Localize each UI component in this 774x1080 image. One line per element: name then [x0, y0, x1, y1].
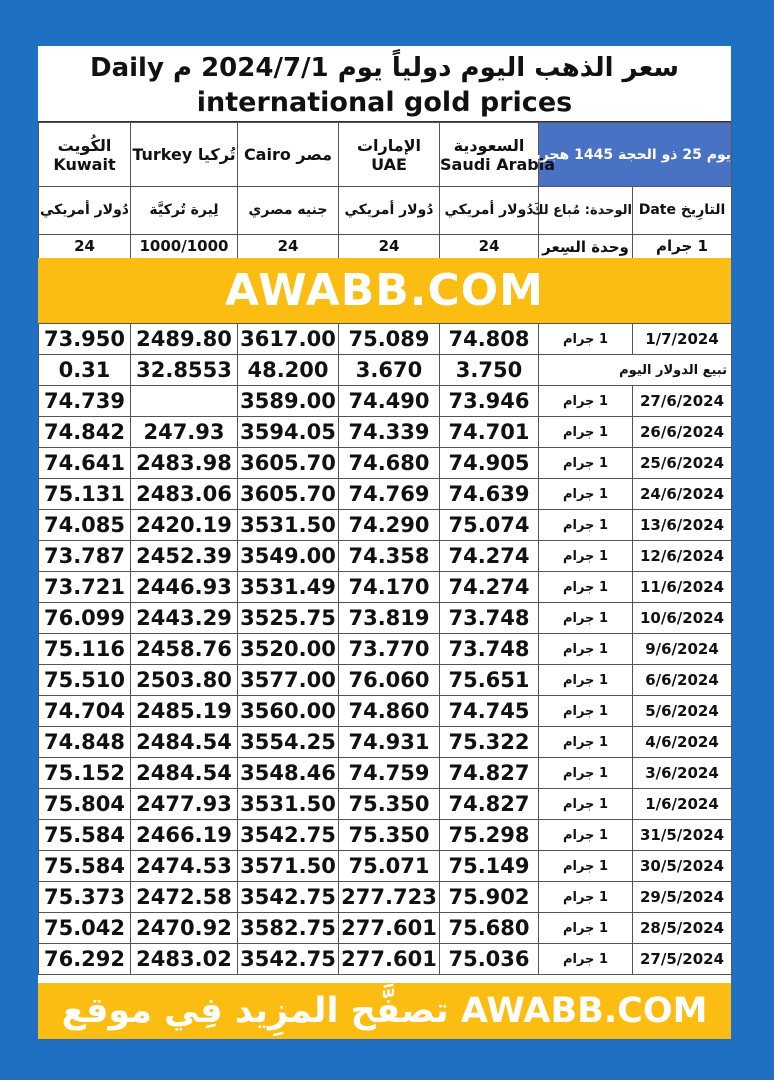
- price-turkey: 2472.58: [131, 882, 238, 913]
- price-saudi: 74.745: [440, 696, 539, 727]
- row-note: تبيع الدولار اليوم: [539, 355, 732, 386]
- price-turkey: 2489.80: [131, 324, 238, 355]
- price-uae: 75.350: [339, 820, 440, 851]
- row-unit: 1 جرام: [539, 448, 633, 479]
- row-date: 27/5/2024: [633, 944, 732, 975]
- price-uae: 73.819: [339, 603, 440, 634]
- row-unit: 1 جرام: [539, 634, 633, 665]
- row-unit: 1 جرام: [539, 944, 633, 975]
- price-saudi: 75.651: [440, 665, 539, 696]
- country-uae: الإمارات UAE: [339, 123, 440, 187]
- price-kuwait: 73.950: [39, 324, 131, 355]
- table-row: [39, 355, 732, 386]
- price-cairo: 48.200: [238, 355, 339, 386]
- karat-kuwait: 24: [39, 235, 131, 259]
- banner: AWABB.COM: [38, 258, 731, 323]
- price-cairo: 3548.46: [238, 758, 339, 789]
- karat-turkey: 1000/1000: [131, 235, 238, 259]
- price-kuwait: 75.510: [39, 665, 131, 696]
- country-cairo: Cairo مصر: [238, 123, 339, 187]
- price-uae: 277.601: [339, 913, 440, 944]
- price-cairo: 3589.00: [238, 386, 339, 417]
- price-turkey: 2484.54: [131, 758, 238, 789]
- price-saudi: 74.905: [440, 448, 539, 479]
- table-row: [39, 324, 732, 355]
- row-date: 28/5/2024: [633, 913, 732, 944]
- price-turkey: 2483.06: [131, 479, 238, 510]
- price-kuwait: 0.31: [39, 355, 131, 386]
- price-turkey: 2458.76: [131, 634, 238, 665]
- price-cairo: 3531.50: [238, 510, 339, 541]
- table-row: [39, 634, 732, 665]
- price-saudi: 74.808: [440, 324, 539, 355]
- price-cairo: 3605.70: [238, 448, 339, 479]
- row-unit: 1 جرام: [539, 665, 633, 696]
- price-turkey: 2420.19: [131, 510, 238, 541]
- row-unit: 1 جرام: [539, 758, 633, 789]
- price-kuwait: 73.787: [39, 541, 131, 572]
- table-row: [39, 448, 732, 479]
- price-kuwait: 75.804: [39, 789, 131, 820]
- row-date: 25/6/2024: [633, 448, 732, 479]
- price-saudi: 74.274: [440, 541, 539, 572]
- price-uae: 74.860: [339, 696, 440, 727]
- row-unit: 1 جرام: [539, 727, 633, 758]
- price-turkey: 2477.93: [131, 789, 238, 820]
- country-turkey: Turkey تُركيا: [131, 123, 238, 187]
- table-row: [39, 386, 732, 417]
- price-uae: 277.723: [339, 882, 440, 913]
- row-unit: 1 جرام: [539, 851, 633, 882]
- row-unit: 1 جرام: [539, 386, 633, 417]
- price-table: [38, 323, 732, 975]
- row-unit: 1 جرام: [539, 417, 633, 448]
- price-kuwait: 75.584: [39, 820, 131, 851]
- price-kuwait: 74.739: [39, 386, 131, 417]
- price-uae: 74.680: [339, 448, 440, 479]
- price-cairo: 3520.00: [238, 634, 339, 665]
- row-unit: 1 جرام: [539, 603, 633, 634]
- price-uae: 277.601: [339, 944, 440, 975]
- currency-kuwait: دُولار أمريكي: [39, 187, 131, 235]
- row-date: 5/6/2024: [633, 696, 732, 727]
- table-row: [39, 789, 732, 820]
- price-turkey: 2485.19: [131, 696, 238, 727]
- country-kuwait: الكُويت Kuwait: [39, 123, 131, 187]
- price-uae: 74.490: [339, 386, 440, 417]
- gram-label: 1 جرام: [633, 235, 732, 259]
- table-row: [39, 603, 732, 634]
- unit-label: الوحدة: مُباع لكَ: [539, 187, 633, 235]
- table-row: [39, 851, 732, 882]
- price-turkey: 2474.53: [131, 851, 238, 882]
- price-saudi: 73.946: [440, 386, 539, 417]
- price-uae: 75.350: [339, 789, 440, 820]
- row-date: 27/6/2024: [633, 386, 732, 417]
- price-uae: 74.931: [339, 727, 440, 758]
- footer-banner: AWABB.COM تصفَّح المزِيد فِي موقع: [38, 983, 731, 1039]
- price-turkey: 2466.19: [131, 820, 238, 851]
- price-cairo: 3617.00: [238, 324, 339, 355]
- row-unit: 1 جرام: [539, 324, 633, 355]
- price-kuwait: 75.042: [39, 913, 131, 944]
- table-row: [39, 510, 732, 541]
- price-cairo: 3571.50: [238, 851, 339, 882]
- table-row: [39, 882, 732, 913]
- row-date: 6/6/2024: [633, 665, 732, 696]
- row-date: 3/6/2024: [633, 758, 732, 789]
- row-unit: 1 جرام: [539, 913, 633, 944]
- price-turkey: 2483.98: [131, 448, 238, 479]
- price-saudi: 73.748: [440, 603, 539, 634]
- price-cairo: 3577.00: [238, 665, 339, 696]
- price-cairo: 3554.25: [238, 727, 339, 758]
- header-table: [38, 122, 732, 259]
- table-row: [39, 665, 732, 696]
- price-saudi: 74.827: [440, 758, 539, 789]
- currency-cairo: جنيه مصري: [238, 187, 339, 235]
- price-saudi: 75.680: [440, 913, 539, 944]
- price-saudi: 74.701: [440, 417, 539, 448]
- table-row: [39, 820, 732, 851]
- price-kuwait: 73.721: [39, 572, 131, 603]
- price-saudi: 75.298: [440, 820, 539, 851]
- price-turkey: [131, 386, 238, 417]
- row-date: 12/6/2024: [633, 541, 732, 572]
- price-uae: 75.089: [339, 324, 440, 355]
- price-kuwait: 74.085: [39, 510, 131, 541]
- price-kuwait: 74.842: [39, 417, 131, 448]
- price-turkey: 2452.39: [131, 541, 238, 572]
- price-saudi: 75.322: [440, 727, 539, 758]
- price-turkey: 247.93: [131, 417, 238, 448]
- row-date: 10/6/2024: [633, 603, 732, 634]
- currency-uae: دُولار أمريكي: [339, 187, 440, 235]
- price-cairo: 3605.70: [238, 479, 339, 510]
- row-date: 29/5/2024: [633, 882, 732, 913]
- row-date: 1/7/2024: [633, 324, 732, 355]
- price-saudi: 75.902: [440, 882, 539, 913]
- row-date: 11/6/2024: [633, 572, 732, 603]
- row-date: 4/6/2024: [633, 727, 732, 758]
- table-row: [39, 727, 732, 758]
- karat-saudi: 24: [440, 235, 539, 259]
- table-row: [39, 479, 732, 510]
- price-uae: 74.769: [339, 479, 440, 510]
- price-cairo: 3560.00: [238, 696, 339, 727]
- price-sheet: [38, 46, 731, 1039]
- table-row: [39, 913, 732, 944]
- price-kuwait: 75.373: [39, 882, 131, 913]
- price-saudi: 74.274: [440, 572, 539, 603]
- row-unit: 1 جرام: [539, 510, 633, 541]
- price-turkey: 2470.92: [131, 913, 238, 944]
- price-cairo: 3525.75: [238, 603, 339, 634]
- price-uae: 75.071: [339, 851, 440, 882]
- row-unit: 1 جرام: [539, 572, 633, 603]
- country-saudi: السعودية Saudi Arabia: [440, 123, 539, 187]
- price-kuwait: 76.099: [39, 603, 131, 634]
- row-date: 26/6/2024: [633, 417, 732, 448]
- row-date: 24/6/2024: [633, 479, 732, 510]
- price-kuwait: 74.848: [39, 727, 131, 758]
- price-turkey: 2443.29: [131, 603, 238, 634]
- price-kuwait: 75.584: [39, 851, 131, 882]
- price-uae: 74.339: [339, 417, 440, 448]
- hijri-date: يوم 25 ذو الحجة 1445 هجرية: [539, 123, 732, 187]
- row-unit: 1 جرام: [539, 696, 633, 727]
- row-unit: 1 جرام: [539, 789, 633, 820]
- price-uae: 74.290: [339, 510, 440, 541]
- price-cairo: 3542.75: [238, 882, 339, 913]
- row-unit: 1 جرام: [539, 479, 633, 510]
- row-unit: 1 جرام: [539, 820, 633, 851]
- title-line-1: سعر الذهب اليوم دولياً يوم 2024/7/1 م Daily: [90, 53, 679, 83]
- price-kuwait: 75.131: [39, 479, 131, 510]
- table-row: [39, 944, 732, 975]
- row-date: 31/5/2024: [633, 820, 732, 851]
- price-cairo: 3531.50: [238, 789, 339, 820]
- price-cairo: 3531.49: [238, 572, 339, 603]
- price-saudi: 73.748: [440, 634, 539, 665]
- row-date: 30/5/2024: [633, 851, 732, 882]
- price-turkey: 2503.80: [131, 665, 238, 696]
- row-date: 1/6/2024: [633, 789, 732, 820]
- karat-uae: 24: [339, 235, 440, 259]
- row-unit: 1 جرام: [539, 541, 633, 572]
- price-turkey: 32.8553: [131, 355, 238, 386]
- price-turkey: 2484.54: [131, 727, 238, 758]
- price-cairo: 3594.05: [238, 417, 339, 448]
- price-kuwait: 75.152: [39, 758, 131, 789]
- price-uae: 74.170: [339, 572, 440, 603]
- table-row: [39, 572, 732, 603]
- price-unit-label: وحدة السِعر: [539, 235, 633, 259]
- price-saudi: 74.639: [440, 479, 539, 510]
- karat-cairo: 24: [238, 235, 339, 259]
- price-cairo: 3549.00: [238, 541, 339, 572]
- price-saudi: 74.827: [440, 789, 539, 820]
- page-title: [38, 46, 731, 122]
- price-uae: 74.759: [339, 758, 440, 789]
- row-unit: 1 جرام: [539, 882, 633, 913]
- table-row: [39, 696, 732, 727]
- price-kuwait: 75.116: [39, 634, 131, 665]
- price-saudi: 75.036: [440, 944, 539, 975]
- price-uae: 73.770: [339, 634, 440, 665]
- price-cairo: 3582.75: [238, 913, 339, 944]
- price-kuwait: 76.292: [39, 944, 131, 975]
- price-turkey: 2483.02: [131, 944, 238, 975]
- price-saudi: 75.149: [440, 851, 539, 882]
- row-date: 13/6/2024: [633, 510, 732, 541]
- table-row: [39, 417, 732, 448]
- date-label: التارِيخ Date: [633, 187, 732, 235]
- price-uae: 74.358: [339, 541, 440, 572]
- price-saudi: 75.074: [440, 510, 539, 541]
- price-cairo: 3542.75: [238, 944, 339, 975]
- price-turkey: 2446.93: [131, 572, 238, 603]
- table-row: [39, 541, 732, 572]
- price-uae: 3.670: [339, 355, 440, 386]
- price-uae: 76.060: [339, 665, 440, 696]
- title-line-2: international gold prices: [196, 87, 573, 118]
- price-saudi: 3.750: [440, 355, 539, 386]
- price-kuwait: 74.704: [39, 696, 131, 727]
- price-cairo: 3542.75: [238, 820, 339, 851]
- row-date: 9/6/2024: [633, 634, 732, 665]
- table-row: [39, 758, 732, 789]
- currency-turkey: لِيرة تُركيَّة: [131, 187, 238, 235]
- price-kuwait: 74.641: [39, 448, 131, 479]
- currency-saudi: دُولار أمريكي: [440, 187, 539, 235]
